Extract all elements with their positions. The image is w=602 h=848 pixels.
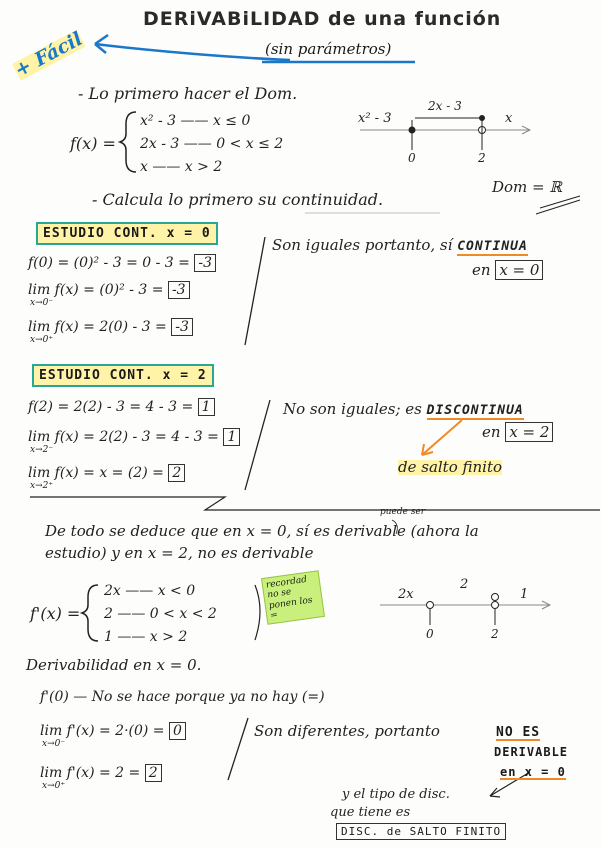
nl2-tick2: 2 [491, 627, 499, 641]
fprime-piece-2: 2 —— 0 < x < 2 [104, 606, 217, 622]
step-dom: - Lo primero hacer el Dom. [78, 84, 298, 103]
cont2-conclusion: No son iguales; es DISCONTINUA [283, 400, 524, 418]
derivable-label: DERIVABLE [494, 745, 569, 759]
deriv0-heading: Derivabilidad en x = 0. [26, 656, 202, 674]
cont2-line3: lim f(x) = x = (2) = 2 [28, 466, 185, 480]
reminder-note: recordad no se ponen los = [261, 570, 325, 625]
nl1-tick2: 2 [478, 151, 486, 165]
page-title: DERiVABiLIDAD de una función [143, 8, 502, 30]
nl2-left: 2x [398, 587, 414, 602]
fprime-label: f'(x) = [30, 604, 81, 623]
deriv0-line2: lim f'(x) = 2·(0) = 0 [40, 724, 186, 738]
nl2-tick0: 0 [426, 627, 434, 641]
section-header-cont2: ESTUDIO CONT. x = 2 [32, 364, 214, 387]
brace-fx [120, 112, 136, 172]
cont0-line1: f(0) = (0)² - 3 = 0 - 3 = -3 [28, 256, 216, 270]
puede-ser-note: puede ser [380, 507, 426, 517]
nl1-mid: 2x - 3 [428, 99, 462, 113]
deriv-sentence-2: estudio) y en x = 2, no es derivable [45, 544, 314, 562]
fprime-piece-3: 1 —— x > 2 [104, 629, 188, 645]
tipo-line-2: que tiene es [330, 805, 411, 820]
deriv0-line3-sub: x→0⁺ [42, 781, 66, 791]
nl2-mid: 2 [460, 577, 469, 592]
cont0-line2-sub: x→0⁻ [30, 298, 54, 308]
difficulty-tag: + Fácil [11, 27, 87, 82]
section-header-cont0: ESTUDIO CONT. x = 0 [36, 222, 218, 245]
section-separator [30, 497, 600, 510]
fprime-piece-1: 2x —— x < 0 [104, 583, 196, 599]
step-continuity: - Calcula lo primero su continuidad. [92, 190, 384, 209]
nl2-right: 1 [520, 587, 529, 602]
blue-arrow [95, 44, 290, 60]
fx-label: f(x) = [70, 134, 116, 153]
cont2-conclusion-2: en x = 2 [482, 425, 553, 440]
domain-result: Dom = ℝ [492, 178, 562, 196]
piece-3: x —— x > 2 [140, 159, 223, 175]
nl1-left: x² - 3 [358, 111, 392, 126]
page-subtitle: (sin parámetros) [265, 40, 392, 58]
deriv-sentence-1: De todo se deduce que en x = 0, sí es derivable (ahora la [45, 522, 479, 540]
cont2-line1: f(2) = 2(2) - 3 = 4 - 3 = 1 [28, 400, 215, 414]
cont0-conclusion: Son iguales portanto, sí CONTINUA [272, 236, 528, 254]
cont2-line2: lim f(x) = 2(2) - 3 = 4 - 3 = 1 [28, 430, 240, 444]
nl1-tick0: 0 [408, 151, 416, 165]
cont0-line3: lim f(x) = 2(0) - 3 = -3 [28, 320, 193, 334]
deriv0-line1: f'(0) — No se hace porque ya no hay (=) [40, 689, 325, 705]
no-es-label: NO ES [496, 725, 541, 740]
piece-2: 2x - 3 —— 0 < x ≤ 2 [140, 136, 284, 152]
deriv0-line2-sub: x→0⁻ [42, 739, 66, 749]
cont0-line2: lim f(x) = (0)² - 3 = -3 [28, 283, 190, 297]
en-x0-label: en x = 0 [500, 765, 566, 779]
final-result-box: DISC. de SALTO FINITO [336, 823, 506, 840]
tipo-line-1: y el tipo de disc. [342, 787, 450, 802]
cont2-line2-sub: x→2⁻ [30, 445, 54, 455]
piece-1: x² - 3 —— x ≤ 0 [140, 113, 251, 129]
jump-note: de salto finito [398, 458, 503, 476]
cont0-line3-sub: x→0⁺ [30, 335, 54, 345]
cont0-conclusion-2: en x = 0 [472, 263, 543, 278]
cont2-line3-sub: x→2⁺ [30, 481, 54, 491]
nl1-right: x [505, 111, 513, 126]
deriv0-line3: lim f'(x) = 2 = 2 [40, 766, 162, 780]
deriv0-conclusion: Son diferentes, portanto [254, 722, 440, 740]
